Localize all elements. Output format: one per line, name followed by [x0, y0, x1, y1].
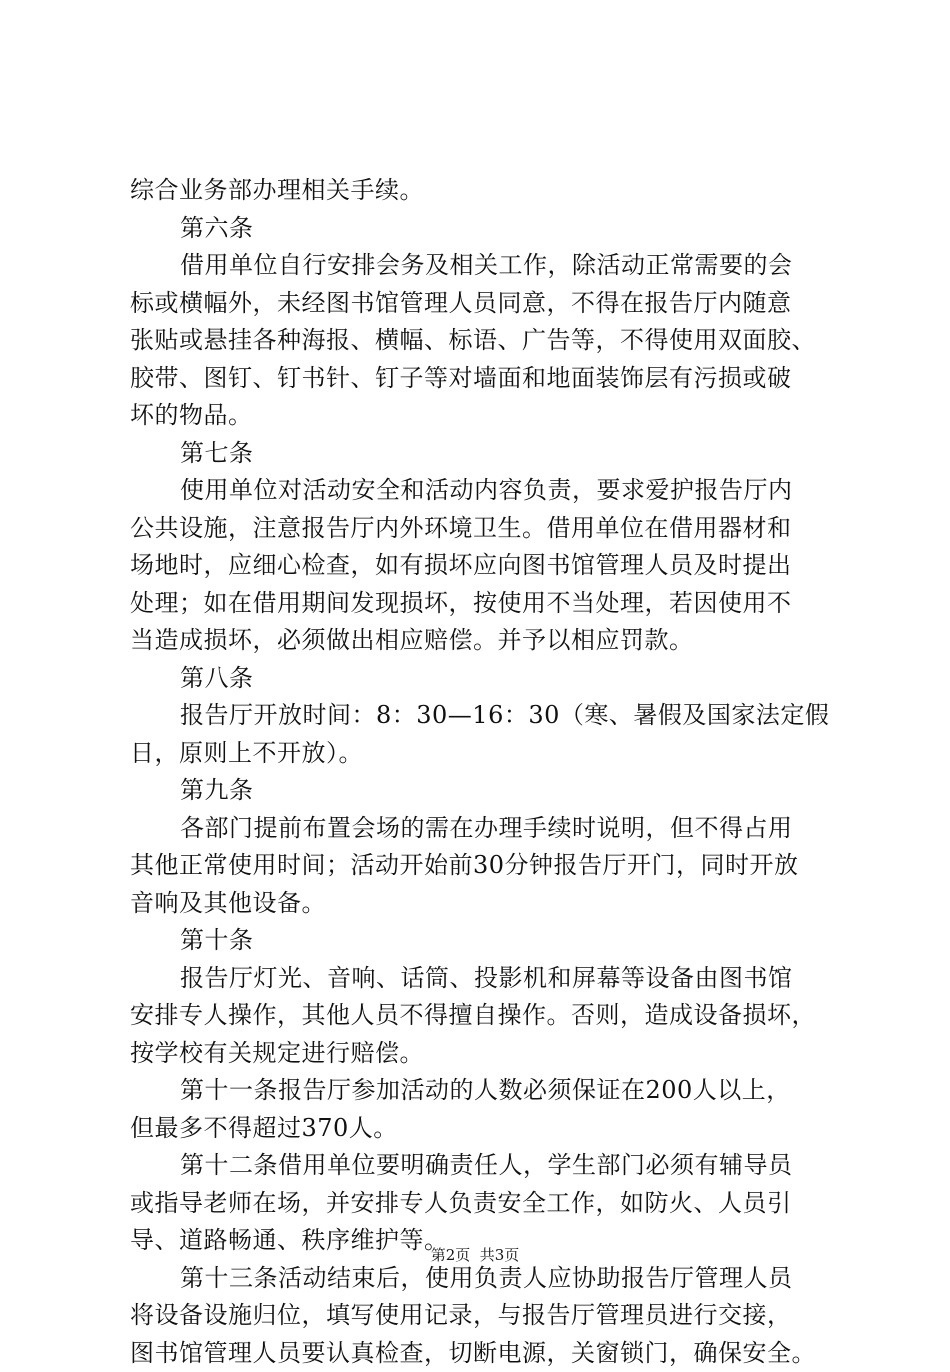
text-line: 公共设施，注意报告厅内外环境卫生。借用单位在借用器材和 — [130, 510, 830, 548]
text-line: 坏的物品。 — [130, 397, 830, 435]
article-heading: 第六条 — [130, 210, 830, 248]
text-line: 图书馆管理人员要认真检查，切断电源，关窗锁门，确保安全。 — [130, 1335, 830, 1372]
text-line: 胶带、图钉、钉书针、钉子等对墙面和地面装饰层有污损或破 — [130, 360, 830, 398]
article-heading: 第十条 — [130, 922, 830, 960]
text-line: 张贴或悬挂各种海报、横幅、标语、广告等，不得使用双面胶、 — [130, 322, 830, 360]
text-line: 安排专人操作，其他人员不得擅自操作。否则，造成设备损坏， — [130, 997, 830, 1035]
article-heading: 第八条 — [130, 660, 830, 698]
text-line: 综合业务部办理相关手续。 — [130, 172, 830, 210]
text-line: 导、道路畅通、秩序维护等。 — [130, 1222, 830, 1260]
text-line: 标或横幅外，未经图书馆管理人员同意，不得在报告厅内随意 — [130, 285, 830, 323]
article-heading: 第七条 — [130, 435, 830, 473]
text-line: 各部门提前布置会场的需在办理手续时说明，但不得占用 — [130, 810, 830, 848]
text-line: 按学校有关规定进行赔偿。 — [130, 1035, 830, 1073]
text-line: 第十二条借用单位要明确责任人，学生部门必须有辅导员 — [130, 1147, 830, 1185]
text-line: 但最多不得超过370人。 — [130, 1110, 830, 1148]
text-line: 处理；如在借用期间发现损坏，按使用不当处理，若因使用不 — [130, 585, 830, 623]
text-line: 场地时，应细心检查，如有损坏应向图书馆管理人员及时提出 — [130, 547, 830, 585]
text-line: 第十一条报告厅参加活动的人数必须保证在200人以上， — [130, 1072, 830, 1110]
text-line: 日，原则上不开放）。 — [130, 735, 830, 773]
article-heading: 第九条 — [130, 772, 830, 810]
regulation-body — [130, 172, 830, 1372]
text-line: 报告厅开放时间：8：30—16：30（寒、暑假及国家法定假 — [130, 697, 830, 735]
text-line: 或指导老师在场，并安排专人负责安全工作，如防火、人员引 — [130, 1185, 830, 1223]
text-line: 其他正常使用时间；活动开始前30分钟报告厅开门，同时开放 — [130, 847, 830, 885]
page-number-footer: 第2页 共3页 — [0, 1245, 950, 1265]
text-line: 借用单位自行安排会务及相关工作，除活动正常需要的会 — [130, 247, 830, 285]
text-line: 将设备设施归位，填写使用记录，与报告厅管理员进行交接， — [130, 1297, 830, 1335]
text-line: 报告厅灯光、音响、话筒、投影机和屏幕等设备由图书馆 — [130, 960, 830, 998]
text-line: 音响及其他设备。 — [130, 885, 830, 923]
text-line: 第十三条活动结束后，使用负责人应协助报告厅管理人员 — [130, 1260, 830, 1298]
text-line: 使用单位对活动安全和活动内容负责，要求爱护报告厅内 — [130, 472, 830, 510]
text-line: 当造成损坏，必须做出相应赔偿。并予以相应罚款。 — [130, 622, 830, 660]
